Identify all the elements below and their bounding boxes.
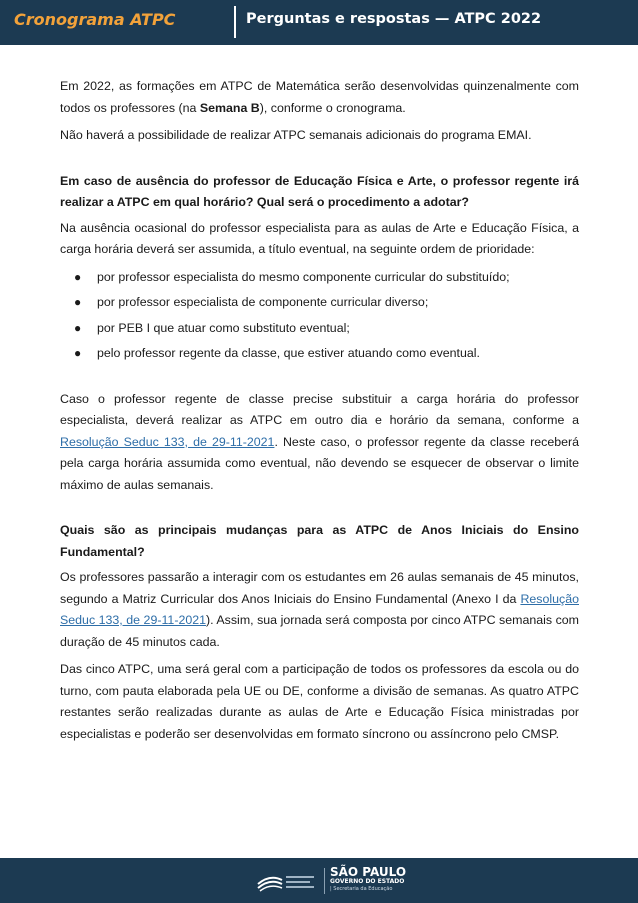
bullet-icon: ●	[74, 269, 82, 284]
list-item-text: pelo professor regente da classe, que estiver atuando como eventual.	[97, 346, 480, 360]
intro-text-end: ), conforme o cronograma.	[259, 100, 406, 115]
spacer	[60, 153, 579, 171]
sao-paulo-logo	[330, 866, 406, 892]
list-item-text: por professor especialista de componente curricular diverso;	[97, 295, 429, 309]
follow-text-end: . Neste caso, o professor regente da classe receberá pela carga horária assumida como eventual, não devendo se esquecer de observar o limite máximo de aulas semanais.	[60, 434, 580, 492]
header-left-title: Cronograma ATPC	[14, 10, 176, 29]
header-right-title: Perguntas e respostas — ATPC 2022	[246, 11, 542, 27]
list-item	[60, 292, 579, 314]
priority-list	[60, 267, 579, 365]
section1-follow-paragraph	[60, 389, 579, 497]
intro-text: Em 2022, as formações em ATPC de Matemática serão desenvolvidas quinzenalmente com todos os professores (na	[60, 79, 579, 115]
resolution-link[interactable]: Resolução Seduc 133, de 29-11-2021	[60, 434, 275, 449]
spacer	[60, 371, 579, 389]
footer-divider	[324, 868, 325, 894]
section2-paragraph-2: Das cinco ATPC, uma será geral com a participação de todos os professores da escola ou do turno, com pauta elaborada pela UE ou DE, conforme a divisão de semanas. As quatro ATPC restantes serão realizadas durante as aulas de Arte e Educação Física ministradas por especialistas e poderão ser desenvolvidas em formato síncrono ou assíncrono pelo CMSP.	[60, 662, 579, 741]
logo-line-2: GOVERNO DO ESTADO	[330, 878, 405, 885]
follow-text: Caso o professor regente de classe precise substituir a carga horária do professor especialista, deverá realizar as ATPC em outro dia e horário da semana, conforme a	[60, 391, 579, 427]
section2-text: Os professores passarão a interagir com os estudantes em 26 aulas semanais de 45 minutos, segundo a Matriz Curricular dos Anos Iniciais do Ensino Fundamental (Anexo I da	[60, 570, 579, 606]
list-item	[60, 343, 579, 365]
logo-line-3: | Secretaria da Educação	[330, 886, 393, 892]
list-item	[60, 318, 579, 340]
section2-text-end: ). Assim, sua jornada será composta por cinco ATPC semanais com duração de 45 minutos cada.	[60, 613, 579, 649]
intro-paragraph-1	[60, 76, 579, 119]
intro-paragraph-2: Não haverá a possibilidade de realizar ATPC semanais adicionais do programa EMAI.	[60, 128, 532, 142]
bullet-icon: ●	[74, 346, 82, 360]
page-footer	[0, 858, 638, 903]
header-divider	[234, 6, 236, 38]
list-item	[60, 267, 579, 289]
section2-paragraph-1	[60, 567, 579, 653]
bullet-icon: ●	[74, 320, 82, 335]
logo-line-1: SÃO PAULO	[330, 865, 407, 879]
intro-bold-text: Semana B	[199, 100, 260, 115]
bullet-icon: ●	[74, 295, 82, 309]
page-header	[0, 0, 638, 45]
education-logo-icon	[256, 870, 318, 892]
document-body	[60, 76, 579, 751]
section2-question: Quais são as principais mudanças para as ATPC de Anos Iniciais do Ensino Fundamental?	[60, 523, 579, 559]
section1-answer: Na ausência ocasional do professor especialista para as aulas de Arte e Educação Física, a carga horária deverá ser assumida, a título eventual, na seguinte ordem de prioridade:	[60, 220, 579, 256]
spacer	[60, 502, 579, 520]
list-item-text: por professor especialista do mesmo componente curricular do substituído;	[97, 269, 510, 284]
list-item-text: por PEB I que atuar como substituto eventual;	[97, 320, 350, 335]
resolution-link[interactable]: Resolução Seduc 133, de 29-11-2021	[60, 591, 579, 627]
section1-question: Em caso de ausência do professor de Educação Física e Arte, o professor regente irá realizar a ATPC em qual horário? Qual será o procedimento a adotar?	[60, 173, 579, 209]
